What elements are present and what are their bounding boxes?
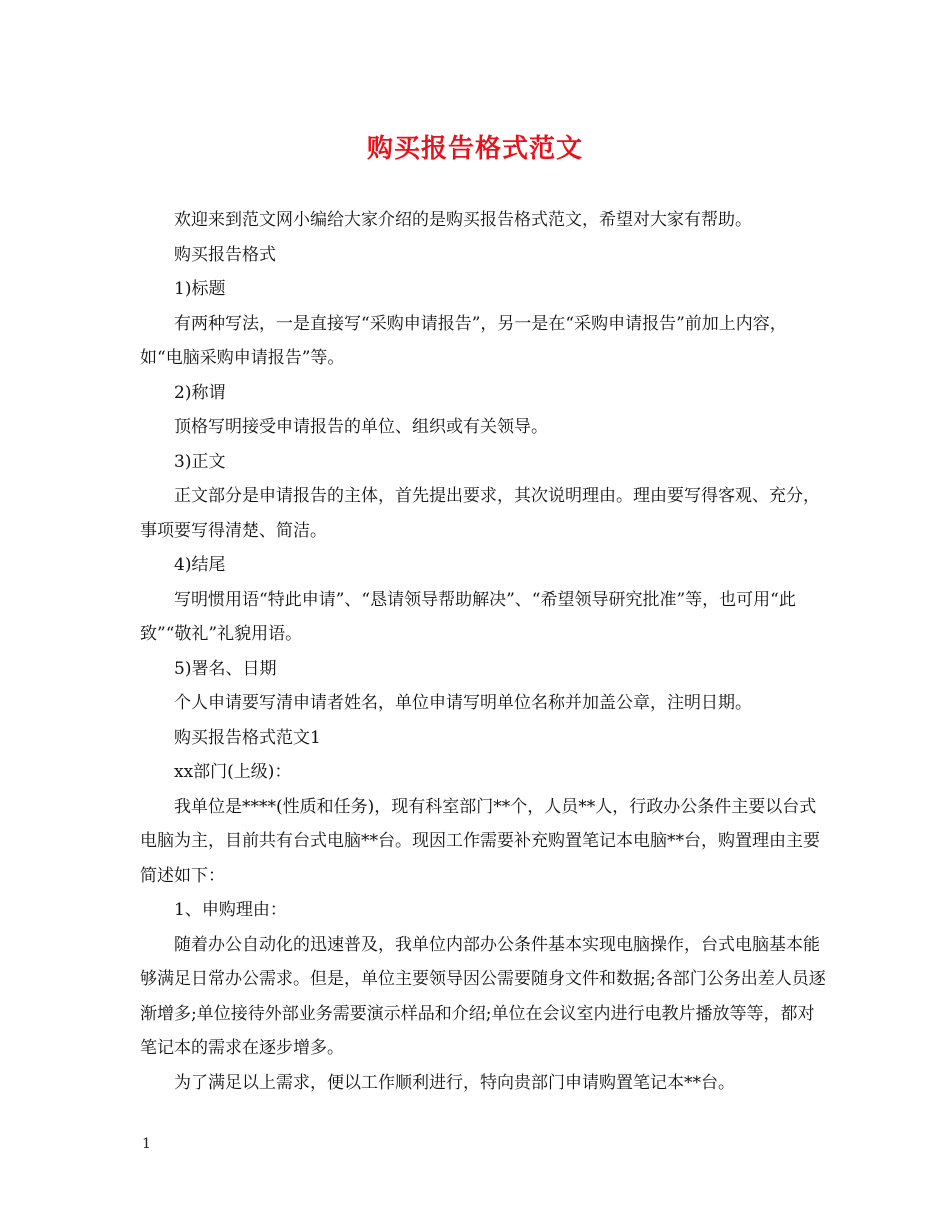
- paragraph-item-signature: 5)署名、日期: [174, 658, 277, 679]
- paragraph-item-ending: 4)结尾: [174, 555, 226, 575]
- paragraph-body-desc: 正文部分是申请报告的主体，首先提出要求，其次说明理由。理由要写得客观、充分，事项要写得清楚、简洁。: [140, 486, 820, 541]
- paragraph-intro: 欢迎来到范文网小编给大家介绍的是购买报告格式范文，希望对大家有帮助。: [174, 210, 752, 230]
- paragraph-sample-recipient: xx部门(上级)：: [174, 762, 292, 782]
- paragraph-title-desc: 有两种写法，一是直接写“采购申请报告”，另一是在“采购申请报告”前加上内容，如“电脑采购申请报告”等。: [140, 313, 787, 368]
- paragraph-sample-overview: 我单位是****(性质和任务)，现有科室部门**个，人员**人，行政办公条件主要以台式电脑为主，目前共有台式电脑**台。现因工作需要补充购置笔记本电脑**台，购置理由主要简述如下：: [140, 796, 820, 886]
- paragraph-item-title: 1)标题: [174, 279, 226, 299]
- document-body: [140, 203, 828, 1100]
- paragraph-sample-heading: 购买报告格式范文1: [174, 727, 321, 748]
- paragraph-salutation-desc: 顶格写明接受申请报告的单位、组织或有关领导。: [174, 417, 548, 437]
- paragraph-item-salutation: 2)称谓: [174, 382, 226, 403]
- paragraph-sample-reason-heading: 1、申购理由：: [174, 900, 287, 920]
- page-number: 1: [142, 1136, 151, 1152]
- paragraph-sample-reason: 随着办公自动化的迅速普及，我单位内部办公条件基本实现电脑操作，台式电脑基本能够满足日常办公需求。但是，单位主要领导因公需要随身文件和数据;各部门公务出差人员逐渐增多;单位接待外部业务需要演示样品和介绍;单位在会议室内进行电教片播放等等，都对笔记本的需求在逐步增多。: [140, 934, 826, 1058]
- paragraph-format-heading: 购买报告格式: [174, 244, 276, 265]
- paragraph-item-body: 3)正文: [174, 451, 226, 472]
- paragraph-signature-desc: 个人申请要写清申请者姓名，单位申请写明单位名称并加盖公章，注明日期。: [174, 693, 752, 713]
- paragraph-ending-desc: 写明惯用语“特此申请”、“恳请领导帮助解决”、“希望领导研究批准”等，也可用“此致”“敬礼”礼貌用语。: [140, 589, 796, 644]
- page-title: 购买报告格式范文: [366, 134, 583, 164]
- paragraph-sample-request: 为了满足以上需求，便以工作顺利进行，特向贵部门申请购置笔记本**台。: [174, 1072, 735, 1093]
